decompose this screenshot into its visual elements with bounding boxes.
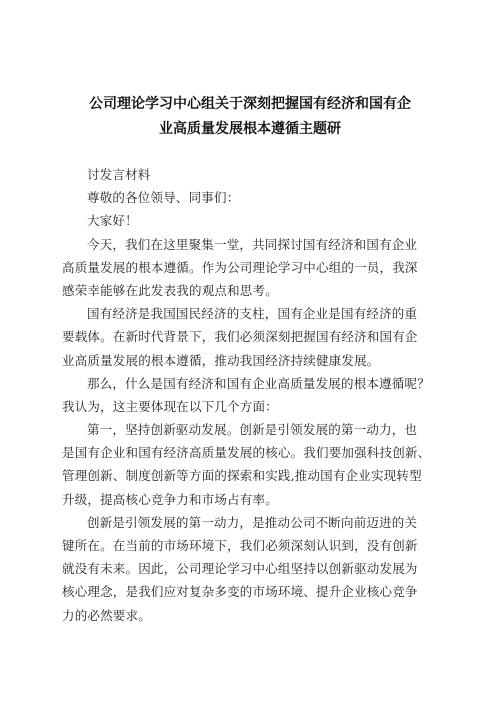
body-line: 感荣幸能够在此发表我的观点和思考。 [62, 282, 278, 298]
body-line: 键所在。在当前的市场环境下，我们必须深刻认识到，没有创新 [62, 538, 418, 553]
greeting: 大家好！ [87, 213, 138, 229]
document-body [62, 163, 442, 627]
body-line: 今天，我们在这里聚集一堂，共同探讨国有经济和国有企业 [87, 236, 418, 252]
body-line: 业高质量发展的根本遵循，推动我国经济持续健康发展。 [62, 352, 380, 368]
body-line: 就没有未来。因此，公司理论学习中心组坚持以创新驱动发展为 [62, 561, 418, 577]
body-line: 高质量发展的根本遵循。作为公司理论学习中心组的一员，我深 [62, 259, 418, 275]
body-line: 创新是引领发展的第一动力，是推动公司不断向前迈进的关 [87, 514, 418, 530]
body-line: 讨发言材料 [87, 167, 151, 182]
body-line: 管理创新、制度创新等方面的探索和实践,推动国有企业实现转型 [62, 468, 422, 484]
salutation: 尊敬的各位领导、同事们： [87, 190, 240, 206]
body-line: 是国有企业和国有经济高质量发展的核心。我们要加强科技创新、 [62, 445, 431, 461]
body-line: 第一，坚持创新驱动发展。创新是引领发展的第一动力，也 [87, 422, 418, 438]
body-line: 我认为，这主要体现在以下几个方面： [62, 398, 278, 414]
body-line: 核心理念，是我们应对复杂多变的市场环境、提升企业核心竞争 [62, 584, 418, 600]
body-line: 那么，什么是国有经济和国有企业高质量发展的根本遵循呢？ [87, 375, 430, 391]
body-line: 升级，提高核心竞争力和市场占有率。 [62, 491, 278, 507]
body-line: 力的必然要求。 [62, 607, 151, 623]
body-line: 国有经济是我国国民经济的支柱，国有企业是国有经济的重 [87, 306, 418, 322]
body-line: 要载体。在新时代背景下，我们必须深刻把握国有经济和国有企 [62, 329, 418, 345]
document-title-line-1: 公司理论学习中心组关于深刻把握国有经济和国有企 [89, 96, 411, 112]
document-title-line-2: 业高质量发展根本遵循主题研 [159, 121, 341, 137]
